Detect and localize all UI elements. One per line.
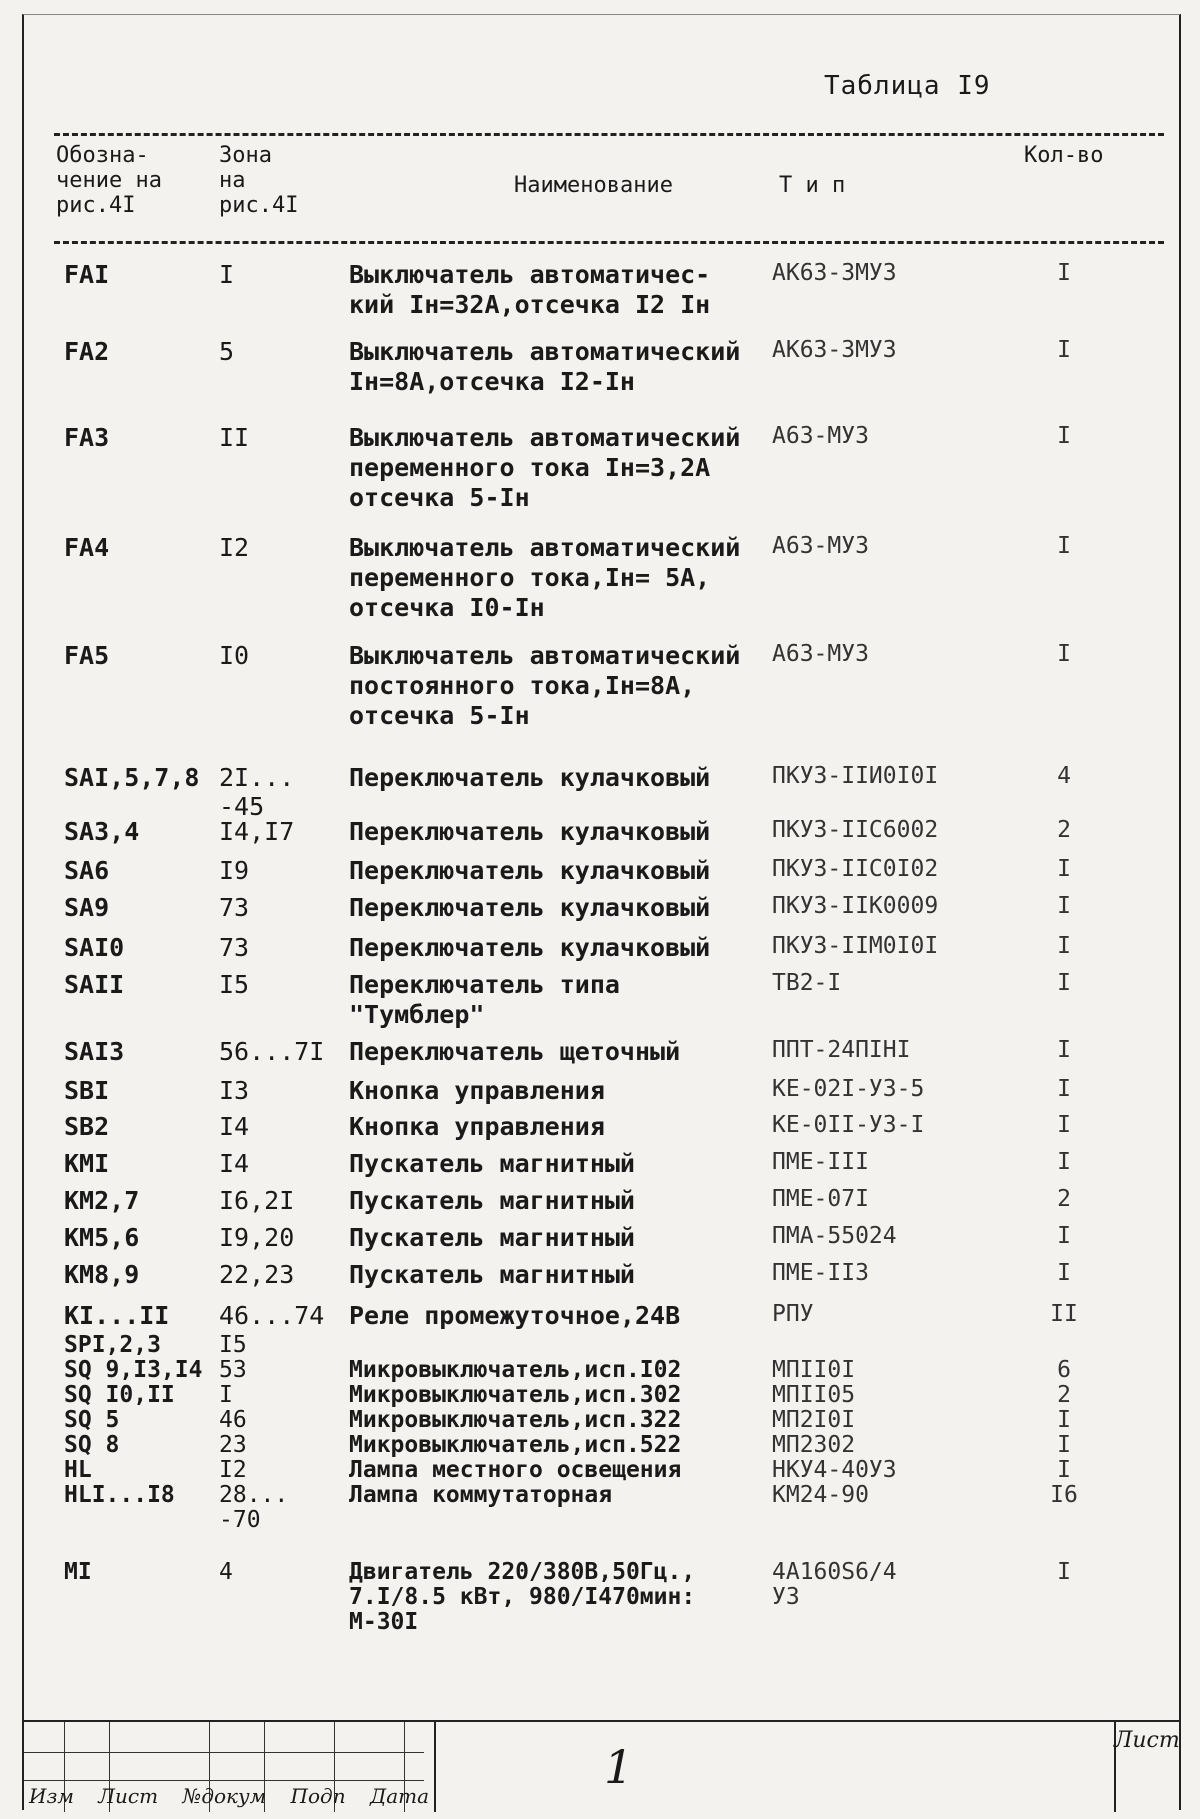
cell-name: Реле промежуточное,24В — [349, 1301, 681, 1330]
cell-designation: KMI — [64, 1149, 110, 1178]
label-date: Дата — [369, 1784, 430, 1808]
cell-name: Кнопка управления — [349, 1112, 605, 1141]
cell-designation: FA3 — [64, 423, 110, 452]
cell-zone: 56...7I — [219, 1037, 325, 1066]
cell-qty: I — [1057, 641, 1071, 667]
cell-zone: I4 — [219, 1149, 250, 1178]
cell-name: Микровыключатель,исп.522 — [349, 1432, 682, 1458]
cell-qty: I6 — [1050, 1482, 1078, 1508]
cell-type: ПКУ3-IIС0I02 — [772, 856, 939, 882]
cell-qty: 2 — [1057, 817, 1071, 843]
cell-type: НКУ4-40У3 — [772, 1457, 897, 1483]
cell-designation: SBI — [64, 1076, 110, 1105]
cell-designation: SAI3 — [64, 1037, 125, 1066]
cell-type: МП2302 — [772, 1432, 856, 1458]
cell-zone: I2 — [219, 1457, 247, 1483]
cell-name: Выключатель автоматичес- кий Iн=32А,отсечка I2 Iн — [349, 260, 711, 319]
cell-zone: 46...74 — [219, 1301, 325, 1330]
cell-zone: I9,20 — [219, 1223, 295, 1252]
cell-qty: I — [1057, 856, 1071, 882]
label-change: Изм — [29, 1784, 74, 1808]
cell-type: А63-МУ3 — [772, 423, 869, 449]
cell-qty: I — [1057, 1559, 1071, 1585]
header-designation: Обозна- чение на рис.4I — [56, 143, 162, 218]
cell-name: Переключатель кулачковый — [349, 817, 711, 846]
cell-zone: 23 — [219, 1432, 247, 1458]
cell-zone: I4 — [219, 1112, 250, 1141]
cell-designation: SQ 8 — [64, 1432, 120, 1458]
cell-type: ПКУ3-IIК0009 — [772, 893, 939, 919]
cell-zone: I5 — [219, 970, 250, 999]
cell-designation: SB2 — [64, 1112, 110, 1141]
cell-designation: KM8,9 — [64, 1260, 140, 1289]
cell-name: Кнопка управления — [349, 1076, 605, 1105]
cell-zone: 5 — [219, 337, 235, 366]
cell-designation: SPI,2,3 — [64, 1332, 161, 1358]
cell-name: Переключатель щеточный — [349, 1037, 681, 1066]
cell-designation: SAII — [64, 970, 125, 999]
cell-designation: HL — [64, 1457, 92, 1483]
cell-qty: I — [1057, 260, 1071, 286]
cell-zone: 4 — [219, 1559, 233, 1585]
cell-zone: 2I... -45 — [219, 763, 295, 821]
cell-name: Переключатель кулачковый — [349, 893, 711, 922]
cell-qty: I — [1057, 1076, 1071, 1102]
cell-qty: I — [1057, 1149, 1071, 1175]
cell-qty: I — [1057, 1112, 1071, 1138]
cell-type: ПМЕ-07I — [772, 1186, 869, 1212]
cell-designation: FA2 — [64, 337, 110, 366]
cell-zone: I3 — [219, 1076, 250, 1105]
cell-name: Микровыключатель,исп.I02 — [349, 1357, 682, 1383]
header-bottom-rule — [54, 241, 1164, 244]
cell-qty: I — [1057, 1260, 1071, 1286]
cell-zone: 73 — [219, 893, 250, 922]
cell-zone: I5 — [219, 1332, 247, 1358]
cell-designation: KM5,6 — [64, 1223, 140, 1252]
cell-designation: FA5 — [64, 641, 110, 670]
cell-type: ПКУ3-IIС6002 — [772, 817, 939, 843]
label-doc-number: №докум — [182, 1784, 267, 1808]
table-caption: Таблица I9 — [824, 71, 991, 101]
cell-zone: I9 — [219, 856, 250, 885]
cell-designation: FAI — [64, 260, 110, 289]
cell-name: Микровыключатель,исп.302 — [349, 1382, 682, 1408]
cell-zone: 22,23 — [219, 1260, 295, 1289]
cell-name: Двигатель 220/380В,50Гц., 7.I/8.5 кВт, 980/I470мин: М-30I — [349, 1559, 696, 1635]
cell-type: МПII0I — [772, 1357, 856, 1383]
cell-designation: MI — [64, 1559, 92, 1585]
cell-qty: I — [1057, 423, 1071, 449]
cell-name: Лампа коммутаторная — [349, 1482, 613, 1508]
cell-type: КЕ-0II-У3-I — [772, 1112, 925, 1138]
cell-name: Пускатель магнитный — [349, 1149, 635, 1178]
cell-name: Переключатель типа "Тумблер" — [349, 970, 620, 1029]
cell-designation: SQ 5 — [64, 1407, 120, 1433]
cell-zone: II — [219, 423, 250, 452]
cell-qty: I — [1057, 1407, 1071, 1433]
cell-designation: SAI0 — [64, 933, 125, 962]
cell-qty: I — [1057, 933, 1071, 959]
sheet-label: Лист — [1114, 1728, 1180, 1753]
cell-name: Пускатель магнитный — [349, 1186, 635, 1215]
cell-zone: I2 — [219, 533, 250, 562]
cell-zone: I0 — [219, 641, 250, 670]
cell-name: Пускатель магнитный — [349, 1223, 635, 1252]
cell-designation: SAI,5,7,8 — [64, 763, 200, 792]
header-zone: Зона на рис.4I — [219, 143, 299, 218]
cell-qty: 6 — [1057, 1357, 1071, 1383]
cell-designation: SA3,4 — [64, 817, 140, 846]
header-top-rule — [54, 133, 1164, 136]
cell-type: ПКУ3-IIМ0I0I — [772, 933, 939, 959]
cell-name: Микровыключатель,исп.322 — [349, 1407, 682, 1433]
cell-name: Пускатель магнитный — [349, 1260, 635, 1289]
cell-qty: I — [1057, 970, 1071, 996]
cell-name: Переключатель кулачковый — [349, 763, 711, 792]
header-type: Т и п — [779, 173, 846, 198]
cell-name: Лампа местного освещения — [349, 1457, 682, 1483]
cell-designation: SA9 — [64, 893, 110, 922]
title-block — [24, 1720, 1179, 1812]
cell-zone: I — [219, 260, 235, 289]
cell-type: ППТ-24ПIНI — [772, 1037, 911, 1063]
cell-designation: KI...II — [64, 1301, 170, 1330]
cell-qty: I — [1057, 1457, 1071, 1483]
cell-type: МП2I0I — [772, 1407, 856, 1433]
cell-type: МПII05 — [772, 1382, 856, 1408]
header-name: Наименование — [514, 173, 673, 198]
cell-type: КЕ-02I-У3-5 — [772, 1076, 925, 1102]
cell-designation: SQ I0,II — [64, 1382, 175, 1408]
cell-name: Выключатель автоматический постоянного тока,Iн=8А, отсечка 5-Iн — [349, 641, 741, 730]
cell-qty: I — [1057, 893, 1071, 919]
cell-name: Выключатель автоматический Iн=8А,отсечка I2-Iн — [349, 337, 741, 396]
cell-type: ПМА-55024 — [772, 1223, 897, 1249]
cell-name: Переключатель кулачковый — [349, 933, 711, 962]
cell-type: А63-МУ3 — [772, 533, 869, 559]
cell-qty: I — [1057, 533, 1071, 559]
cell-designation: HLI...I8 — [64, 1482, 175, 1508]
handwritten-sheet-number: 1 — [604, 1740, 634, 1794]
cell-qty: I — [1057, 337, 1071, 363]
cell-type: ПКУ3-IIИ0I0I — [772, 763, 939, 789]
cell-qty: I — [1057, 1432, 1071, 1458]
cell-qty: 4 — [1057, 763, 1071, 789]
cell-type: ТВ2-I — [772, 970, 842, 996]
cell-designation: SQ 9,I3,I4 — [64, 1357, 203, 1383]
cell-qty: 2 — [1057, 1186, 1071, 1212]
cell-type: РПУ — [772, 1301, 814, 1327]
cell-qty: I — [1057, 1037, 1071, 1063]
label-signature: Подп — [290, 1784, 346, 1808]
cell-zone: 73 — [219, 933, 250, 962]
header-qty: Кол-во — [1024, 143, 1104, 168]
cell-name: Выключатель автоматический переменного тока Iн=3,2А отсечка 5-Iн — [349, 423, 741, 512]
cell-qty: I — [1057, 1223, 1071, 1249]
document-page — [22, 14, 1181, 1810]
cell-type: А63-МУ3 — [772, 641, 869, 667]
cell-qty: II — [1050, 1301, 1078, 1327]
cell-name: Переключатель кулачковый — [349, 856, 711, 885]
cell-type: АК63-3МУ3 — [772, 337, 897, 363]
cell-zone: 46 — [219, 1407, 247, 1433]
cell-zone: 53 — [219, 1357, 247, 1383]
cell-zone: 28... -70 — [219, 1482, 289, 1533]
cell-designation: SA6 — [64, 856, 110, 885]
cell-type: АК63-3МУ3 — [772, 260, 897, 286]
cell-type: ПМЕ-II3 — [772, 1260, 869, 1286]
label-sheet: Лист — [98, 1784, 159, 1808]
cell-zone: I — [219, 1382, 233, 1408]
cell-designation: FA4 — [64, 533, 110, 562]
cell-type: ПМЕ-III — [772, 1149, 869, 1175]
cell-qty: 2 — [1057, 1382, 1071, 1408]
cell-type: 4А160S6/4 У3 — [772, 1559, 897, 1610]
revision-labels — [29, 1784, 447, 1808]
cell-name: Выключатель автоматический переменного тока,Iн= 5А, отсечка I0-Iн — [349, 533, 741, 622]
cell-type: КМ24-90 — [772, 1482, 869, 1508]
cell-zone: I6,2I — [219, 1186, 295, 1215]
stamp-divider — [434, 1722, 436, 1812]
cell-zone: I4,I7 — [219, 817, 295, 846]
cell-designation: KM2,7 — [64, 1186, 140, 1215]
